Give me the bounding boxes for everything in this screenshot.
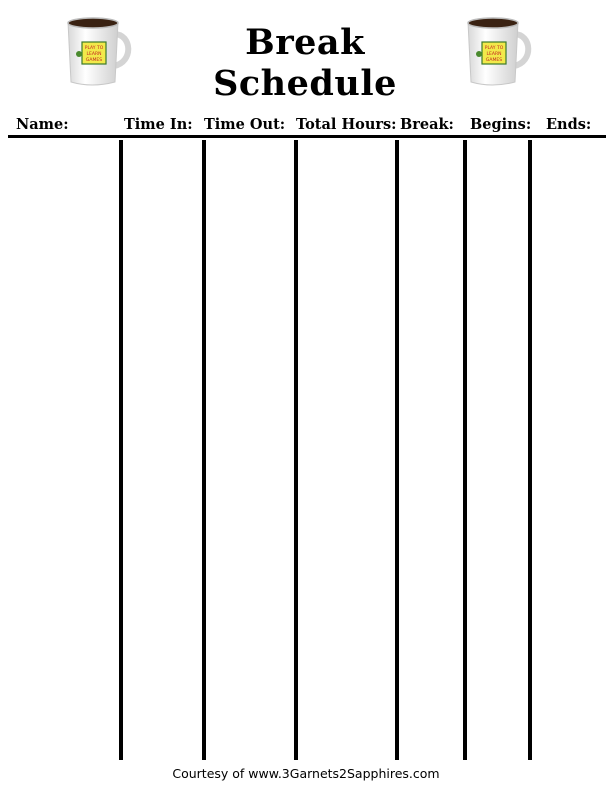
- column-divider: [528, 140, 532, 760]
- column-header-break: Break:: [400, 116, 454, 133]
- svg-text:PLAY TO: PLAY TO: [84, 46, 104, 51]
- svg-text:GAMES: GAMES: [485, 58, 503, 63]
- svg-text:PLAY TO: PLAY TO: [484, 46, 504, 51]
- column-header-ends: Ends:: [546, 116, 592, 133]
- column-header-name: Name:: [16, 116, 69, 133]
- column-header-begins: Begins:: [470, 116, 532, 133]
- column-divider: [463, 140, 467, 760]
- column-header-time-in: Time In:: [124, 116, 193, 133]
- column-divider: [294, 140, 298, 760]
- coffee-mug-icon: [462, 12, 534, 90]
- coffee-mug-icon: [62, 12, 134, 90]
- page-title: Break Schedule: [213, 22, 397, 104]
- svg-text:LEARN: LEARN: [86, 52, 102, 57]
- svg-text:LEARN: LEARN: [486, 52, 502, 57]
- column-divider: [395, 140, 399, 760]
- column-header-time-out: Time Out:: [204, 116, 286, 133]
- footer-credit: Courtesy of www.3Garnets2Sapphires.com: [172, 766, 440, 781]
- column-divider: [119, 140, 123, 760]
- svg-text:GAMES: GAMES: [85, 58, 103, 63]
- header-rule: [8, 135, 606, 138]
- column-divider: [202, 140, 206, 760]
- column-header-total-hours: Total Hours:: [296, 116, 397, 133]
